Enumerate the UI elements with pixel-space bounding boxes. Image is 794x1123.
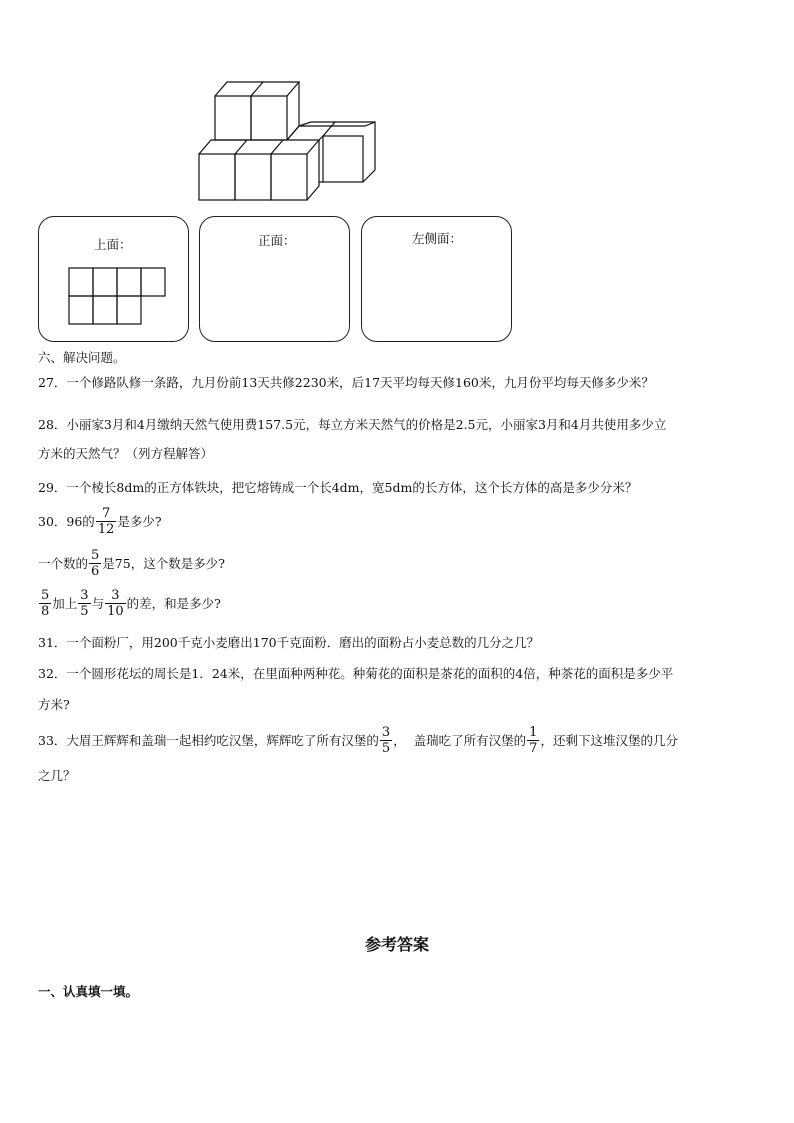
q30c-fraction-3 <box>105 588 126 619</box>
front-view-label: 正面： <box>258 233 296 248</box>
q30b-fraction-den: 6 <box>91 564 100 579</box>
q30-fraction-den: 12 <box>97 522 115 537</box>
question-28-line1: 28．小丽家3月和4月缴纳天然气使用费157.5元，每立方米天然气的价格是2.5元，小丽家3月和4月共使用多少立 <box>38 417 667 432</box>
q30c-fraction-3-num: 3 <box>111 588 120 603</box>
question-27: 27．一个修路队修一条路，九月份前13天共修2230米，后17天平均每天修160米，九月份平均每天修多少米？ <box>38 375 654 390</box>
answers-title: 参考答案 <box>364 935 429 954</box>
q33-text-1: 33．大眉王辉辉和盖瑞一起相约吃汉堡，辉辉吃了所有汉堡的 <box>38 732 379 748</box>
q30c-text-3: 的差，和是多少? <box>126 595 221 611</box>
q30-suffix: 是多少? <box>117 513 162 529</box>
question-28-line2: 方米的天然气？（列方程解答） <box>38 446 214 461</box>
answers-section-1: 一、认真填一填。 <box>38 984 139 999</box>
q30c-fraction-3-den: 10 <box>107 604 124 619</box>
q30b-fraction-num: 5 <box>91 548 100 563</box>
q33-fraction-2 <box>527 725 539 756</box>
top-view-box <box>38 216 189 342</box>
cube-stack-figure <box>195 78 380 204</box>
question-32-line2: 方米? <box>38 697 70 712</box>
top-view-label: 上面： <box>94 237 132 252</box>
q30c-fraction-2-den: 5 <box>80 604 89 619</box>
question-33-line2: 之几？ <box>38 768 76 783</box>
q33-fraction-1-den: 5 <box>381 741 391 756</box>
q30c-text-2: 与 <box>91 595 105 611</box>
q30-fraction <box>96 506 117 537</box>
q30b-fraction <box>89 548 101 579</box>
front-view-box <box>199 216 350 342</box>
q33-fraction-2-num: 1 <box>529 725 538 740</box>
q30c-fraction-1-den: 8 <box>41 604 50 619</box>
q30c-fraction-1-num: 5 <box>41 588 50 603</box>
question-32-line1: 32．一个圆形花坛的周长是1．24米，在里面种两种花。种菊花的面积是茶花的面积的4倍，种茶花的面积是多少平 <box>38 666 674 681</box>
q30-fraction-num: 7 <box>101 506 111 521</box>
q33-text-3: ，还剩下这堆汉堡的几分 <box>540 732 678 748</box>
q30b-suffix: 是75，这个数是多少? <box>102 555 225 571</box>
top-view-grid <box>68 267 168 327</box>
question-31: 31．一个面粉厂，用200千克小麦磨出170千克面粉．磨出的面粉占小麦总数的几分之几？ <box>38 635 540 650</box>
question-30-line3 <box>38 588 221 619</box>
q30c-fraction-2-num: 3 <box>80 588 89 603</box>
q30c-fraction-2 <box>78 588 90 619</box>
question-33-line1 <box>38 725 678 756</box>
q33-fraction-1 <box>380 725 392 756</box>
section-6-title: 六、解决问题。 <box>38 350 126 365</box>
question-30-line1 <box>38 506 162 537</box>
q30b-prefix: 一个数的 <box>38 555 89 571</box>
q33-fraction-1-num: 3 <box>381 725 391 740</box>
question-30-line2 <box>38 548 225 579</box>
left-view-box <box>361 216 512 342</box>
q30c-text-1: 加上 <box>52 595 78 611</box>
q33-text-2: ， 盖瑞吃了所有汉堡的 <box>393 732 527 748</box>
question-29: 29．一个棱长8dm的正方体铁块，把它熔铸成一个长4dm，宽5dm的长方体，这个长方体的高是多少分米？ <box>38 480 638 495</box>
q30-prefix: 30．96的 <box>38 513 95 529</box>
q33-fraction-2-den: 7 <box>529 741 538 756</box>
q30c-fraction-1 <box>39 588 51 619</box>
left-view-label: 左侧面： <box>412 231 463 246</box>
